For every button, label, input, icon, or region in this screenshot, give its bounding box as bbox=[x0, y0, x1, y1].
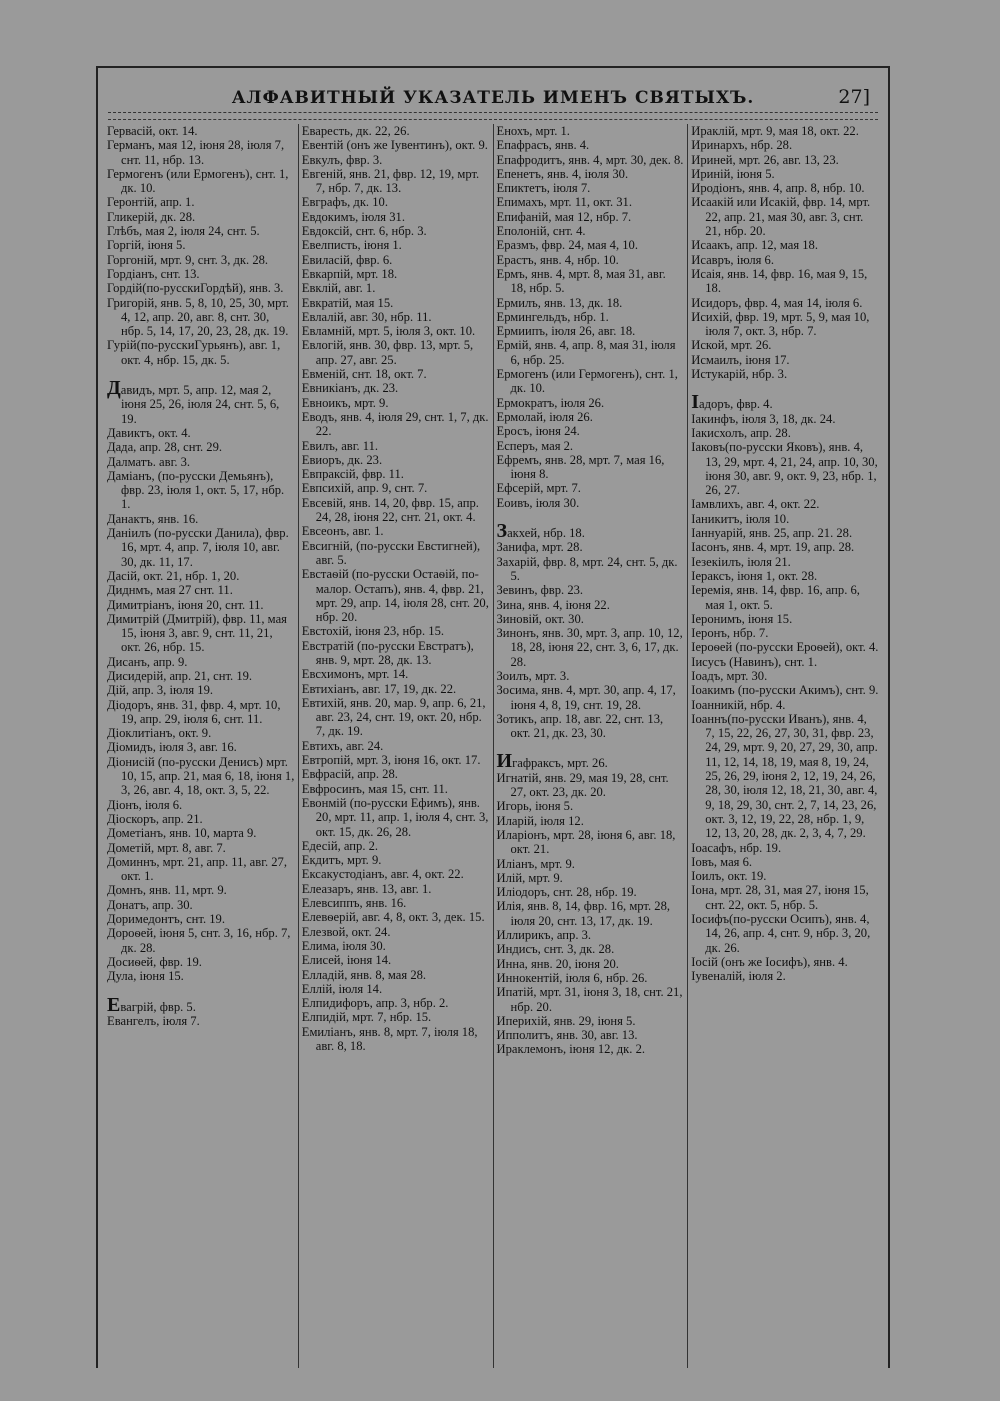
index-entry: Евклій, авг. 1. bbox=[301, 281, 376, 296]
index-entry: Ексакустодіанъ, авг. 4, окт. 22. bbox=[301, 867, 464, 882]
index-entry: Зотикъ, апр. 18, авг. 22, снт. 13, окт. 21, дк. 23, 30. bbox=[496, 711, 664, 741]
index-entry: Иской, мрт. 26. bbox=[691, 338, 772, 353]
index-entry: Евстратій (по-русски Евстратъ), янв. 9, мрт. 28, дк. 13. bbox=[301, 638, 474, 667]
index-entry: Исаія, янв. 14, фвр. 16, мая 9, 15, 18. bbox=[691, 266, 868, 296]
index-entry: Іеронимъ, іюня 15. bbox=[691, 611, 793, 626]
index-entry: Іона, мрт. 28, 31, мая 27, іюня 15, снт. 22, окт. 5, нбр. 5. bbox=[691, 883, 869, 912]
index-entry: Евфрасій, апр. 28. bbox=[301, 767, 398, 782]
index-entry: Еводъ, янв. 4, іюля 29, снт. 1, 7, дк. 22. bbox=[301, 409, 489, 439]
index-entry: Іисусъ (Навинъ), снт. 1. bbox=[691, 654, 818, 669]
index-entry: Евпсихій, апр. 9, снт. 7. bbox=[301, 481, 428, 496]
index-entry: Елевсиппъ, янв. 16. bbox=[301, 896, 407, 911]
index-entry: Іаковъ(по-русски Яковъ), янв. 4, 13, 29, мрт. 4, 21, 24, апр. 10, 30, іюня 30, авг. 9, окт. 9, 23, нбр. 1, 26, 27. bbox=[691, 440, 878, 498]
index-entry: Исихій, фвр. 19, мрт. 5, 9, мая 10, іюля 7, окт. 3, нбр. 7. bbox=[691, 309, 870, 339]
index-entry: Іоаннъ(по-русски Иванъ), янв. 4, 7, 15, 22, 26, 27, 30, 31, фвр. 23, 24, 29, мрт. 9, 20, 27, 29, 30, апр. 11, 12, 14, 18, 19, мая 8, 19, 24, 25, 26, 29, іюня 2, 12, 19, 24, 26, 28, 30, іюля 12, 18, 21, 30, авг. 4, 9, 18, 29, 30, снт. 2, 7, 14, 23, 26, окт. 3, 12, 19, 22, 28, нбр. 1, 9, 12, 13, 20, 28, дк. 2, 3, 4, 7, 29. bbox=[691, 711, 878, 841]
index-entry: Іезекіилъ, іюля 21. bbox=[691, 554, 791, 569]
index-entry: Гликерій, дк. 28. bbox=[107, 209, 196, 224]
index-entry: Зина, янв. 4, іюня 22. bbox=[496, 597, 610, 612]
index-entry: Діонисій (по-русски Денисъ) мрт. 10, 15, апр. 21, мая 6, 18, іюня 1, 3, 26, авг. 4, 18, окт. 3, 5, 22. bbox=[107, 754, 295, 798]
index-entry: Дисидерій, апр. 21, снт. 19. bbox=[107, 668, 253, 683]
index-entry: Гурій(по-русскиГурьянъ), авг. 1, окт. 4, нбр. 15, дк. 5. bbox=[107, 338, 281, 367]
index-entry: Даміанъ, (по-русски Демьянъ), фвр. 23, іюля 1, окт. 5, 17, нбр. 1. bbox=[107, 468, 285, 512]
index-entry: Іеронъ, нбр. 7. bbox=[691, 626, 769, 641]
index-entry: Игнатій, янв. 29, мая 19, 28, снт. 27, окт. 23, дк. 20. bbox=[496, 770, 669, 800]
index-entry: Горгоній, мрт. 9, снт. 3, дк. 28. bbox=[107, 252, 269, 267]
index-entry: Евграфъ, дк. 10. bbox=[301, 195, 388, 210]
index-entry: Дометіанъ, янв. 10, марта 9. bbox=[107, 826, 257, 841]
index-entry: Іераксъ, іюня 1, окт. 28. bbox=[691, 568, 818, 583]
index-entry: Евлогій, янв. 30, фвр. 13, мрт. 5, апр. 27, авг. 25. bbox=[301, 338, 474, 367]
index-entry: Димитріанъ, іюня 20, снт. 11. bbox=[107, 597, 264, 612]
index-entry: Евникіанъ, дк. 23. bbox=[301, 381, 399, 396]
index-entry: Едесій, апр. 2. bbox=[301, 838, 379, 853]
index-entry: Діомидъ, іюля 3, авг. 16. bbox=[107, 740, 237, 755]
index-entry: Евиоръ, дк. 23. bbox=[301, 452, 383, 467]
index-entry: Исаакъ, апр. 12, мая 18. bbox=[691, 238, 818, 253]
index-entry: Евкулъ, фвр. 3. bbox=[301, 152, 383, 167]
index-entry: Ермъ, янв. 4, мрт. 8, мая 31, авг. 18, нбр. 5. bbox=[496, 266, 666, 296]
index-entry: Евдокимъ, іюля 31. bbox=[301, 209, 405, 224]
index-entry: Иліанъ, мрт. 9. bbox=[496, 856, 575, 871]
index-entry: Исаакій или Исакій, фвр. 14, мрт. 22, апр. 21, мая 30, авг. 3, снт. 21, нбр. 20. bbox=[691, 195, 871, 239]
index-entry: Еллій, іюля 14. bbox=[301, 981, 383, 996]
index-entry: Евноикъ, мрт. 9. bbox=[301, 395, 389, 410]
index-columns bbox=[104, 124, 882, 1368]
index-entry: Ермингельдъ, нбр. 1. bbox=[496, 309, 609, 324]
index-entry: Исмаилъ, іюня 17. bbox=[691, 352, 790, 367]
index-entry: Иннокентій, іюля 6, нбр. 26. bbox=[496, 970, 648, 985]
index-entry: Ираклій, мрт. 9, мая 18, окт. 22. bbox=[691, 124, 859, 138]
index-entry: Іоилъ, окт. 19. bbox=[691, 869, 767, 884]
index-entry: Гордіанъ, снт. 13. bbox=[107, 266, 200, 281]
index-entry: Іувеналій, іюля 2. bbox=[691, 969, 786, 984]
index-entry: Доримедонтъ, снт. 19. bbox=[107, 912, 225, 927]
index-entry: Евменій, снт. 18, окт. 7. bbox=[301, 367, 427, 382]
index-entry: Евтихіанъ, авг. 17, 19, дк. 22. bbox=[301, 681, 457, 696]
index-entry: Ермиипъ, іюля 26, авг. 18. bbox=[496, 324, 636, 339]
index-entry: Еполоній, снт. 4. bbox=[496, 224, 586, 239]
index-entry: Евентій (онъ же Іувентинъ), окт. 9. bbox=[301, 138, 488, 153]
index-entry: Діодоръ, янв. 31, фвр. 4, мрт. 10, 19, апр. 29, іюля 6, снт. 11. bbox=[107, 697, 281, 726]
index-entry: Иринархъ, нбр. 28. bbox=[691, 138, 793, 153]
index-entry: Евтропій, мрт. 3, іюня 16, окт. 17. bbox=[301, 753, 481, 768]
index-entry: Ипатій, мрт. 31, іюня 3, 18, снт. 21, нбр. 20. bbox=[496, 985, 683, 1014]
index-entry: Евсигній, (по-русски Евстигней), авг. 5. bbox=[301, 538, 481, 567]
index-entry: Епафродитъ, янв. 4, мрт. 30, дек. 8. bbox=[496, 152, 684, 167]
index-entry: Евдоксій, снт. 6, нбр. 3. bbox=[301, 224, 427, 239]
index-entry: Зевинъ, фвр. 23. bbox=[496, 583, 584, 598]
index-entry: Іоанникій, нбр. 4. bbox=[691, 697, 786, 712]
index-entry: Иперихій, янв. 29, іюня 5. bbox=[496, 1013, 636, 1028]
index-entry: Елима, іюля 30. bbox=[301, 938, 386, 953]
index-entry: Епенетъ, янв. 4, іюля 30. bbox=[496, 166, 629, 181]
index-entry: Елладій, янв. 8, мая 28. bbox=[301, 967, 427, 982]
index-entry: Григорій, янв. 5, 8, 10, 25, 30, мрт. 4, 12, апр. 20, авг. 8, снт. 30, нбр. 5, 14, 17, 20, 23, 28, дк. 19. bbox=[107, 295, 289, 339]
index-entry: Евилъ, авг. 11. bbox=[301, 438, 379, 453]
index-entry: Епиктетъ, іюля 7. bbox=[496, 181, 591, 196]
index-entry: Дій, апр. 3, іюля 19. bbox=[107, 683, 214, 698]
index-entry: Евелписть, іюня 1. bbox=[301, 238, 402, 253]
index-entry: Гордій(по-русскиГордѣй), янв. 3. bbox=[107, 281, 284, 296]
index-entry: Илій, мрт. 9. bbox=[496, 870, 563, 885]
index-entry: Досиѳей, фвр. 19. bbox=[107, 954, 202, 969]
index-entry: Ириній, іюня 5. bbox=[691, 166, 775, 181]
index-entry: Дасій, окт. 21, нбр. 1, 20. bbox=[107, 568, 240, 583]
index-entry: Игорь, іюня 5. bbox=[496, 799, 574, 814]
index-entry: Зосима, янв. 4, мрт. 30, апр. 4, 17, іюня 4, 8, 19, снт. 19, 28. bbox=[496, 683, 676, 712]
index-entry: Еросъ, іюня 24. bbox=[496, 424, 580, 439]
index-entry: Елисей, іюня 14. bbox=[301, 953, 392, 968]
index-entry: Ермократъ, іюля 26. bbox=[496, 395, 605, 410]
index-entry: Ермолай, іюля 26. bbox=[496, 409, 593, 424]
index-entry: Евстохій, іюня 23, нбр. 15. bbox=[301, 624, 445, 639]
index-entry: Гервасій, окт. 14. bbox=[107, 124, 198, 138]
index-entry: Данактъ, янв. 16. bbox=[107, 511, 199, 526]
index-entry: Ефсерій, мрт. 7. bbox=[496, 481, 581, 496]
index-entry: Евкратій, мая 15. bbox=[301, 295, 394, 310]
index-entry: Іосифъ(по-русски Осипъ), янв. 4, 14, 26, апр. 4, снт. 9, нбр. 3, 20, дк. 26. bbox=[691, 912, 871, 955]
column-2 bbox=[299, 124, 494, 1368]
index-entry: Іовъ, мая 6. bbox=[691, 854, 753, 869]
index-entry: Евиласій, фвр. 6. bbox=[301, 252, 393, 267]
index-entry: Исидоръ, фвр. 4, мая 14, іюля 6. bbox=[691, 295, 863, 310]
index-entry: Евангелъ, іюля 7. bbox=[107, 1013, 200, 1028]
index-entry: Діонъ, іюля 6. bbox=[107, 797, 183, 812]
index-entry: Дороѳей, іюня 5, снт. 3, 16, нбр. 7, дк. 28. bbox=[107, 926, 291, 955]
index-entry: Евфросинъ, мая 15, снт. 11. bbox=[301, 781, 448, 796]
index-entry: Евгеній, янв. 21, фвр. 12, 19, мрт. 7, нбр. 7, дк. 13. bbox=[301, 166, 480, 196]
index-entry: Іоасафъ, нбр. 19. bbox=[691, 840, 782, 855]
index-entry: Доминнъ, мрт. 21, апр. 11, авг. 27, окт. 1. bbox=[107, 854, 287, 884]
index-entry: Іоадъ, мрт. 30. bbox=[691, 668, 768, 683]
index-entry: Диднмъ, мая 27 снт. 11. bbox=[107, 583, 233, 598]
index-entry: Дада, апр. 28, снт. 29. bbox=[107, 440, 223, 455]
index-entry: Евкарпій, мрт. 18. bbox=[301, 266, 398, 281]
index-entry: Іаникитъ, іюля 10. bbox=[691, 511, 790, 526]
index-entry: Емиліанъ, янв. 8, мрт. 7, іюля 18, авг. 8, 18. bbox=[301, 1024, 478, 1053]
index-entry: Зоилъ, мрт. 3. bbox=[496, 668, 570, 683]
index-entry: Ерастъ, янв. 4, нбр. 10. bbox=[496, 252, 619, 267]
index-entry: Ефремъ, янв. 28, мрт. 7, мая 16, іюня 8. bbox=[496, 452, 665, 482]
index-entry: Евсеонъ, авг. 1. bbox=[301, 524, 384, 539]
index-entry: Іеремія, янв. 14, фвр. 16, апр. 6, мая 1, окт. 5. bbox=[691, 583, 860, 612]
index-entry: Домнъ, янв. 11, мрт. 9. bbox=[107, 883, 227, 898]
index-entry: Индисъ, снт. 3, дк. 28. bbox=[496, 942, 615, 957]
index-entry: Епимахъ, мрт. 11, окт. 31. bbox=[496, 195, 632, 210]
index-entry: Ипполитъ, янв. 30, авг. 13. bbox=[496, 1028, 638, 1043]
index-entry: Дисанъ, апр. 9. bbox=[107, 654, 188, 669]
index-entry: Закхей, нбр. 18. bbox=[496, 520, 585, 543]
index-entry: Исавръ, іюля 6. bbox=[691, 252, 774, 267]
index-entry: Іакисхолъ, апр. 28. bbox=[691, 425, 791, 440]
column-1 bbox=[104, 124, 299, 1368]
index-entry: Елпидифоръ, апр. 3, нбр. 2. bbox=[301, 996, 449, 1011]
index-entry: Илія, янв. 8, 14, фвр. 16, мрт. 28, іюля 20, снт. 13, 17, дк. 19. bbox=[496, 899, 671, 928]
index-entry: Глѣбъ, мая 2, іюля 24, снт. 5. bbox=[107, 224, 260, 239]
index-entry: Елевѳерій, авг. 4, 8, окт. 3, дек. 15. bbox=[301, 910, 485, 925]
index-entry: Инна, янв. 20, іюня 20. bbox=[496, 956, 619, 971]
index-entry: Евсхимонъ, мрт. 14. bbox=[301, 667, 409, 682]
index-entry: Ираклемонъ, іюня 12, дк. 2. bbox=[496, 1042, 646, 1057]
page-number: 27] bbox=[838, 86, 870, 108]
index-entry: Даніилъ (по-русски Данила), фвр. 16, мрт. 4, апр. 7, іюля 10, авг. 30, дк. 11, 17. bbox=[107, 526, 289, 569]
index-entry: Занифа, мрт. 28. bbox=[496, 540, 583, 555]
index-entry: Еваресть, дк. 22, 26. bbox=[301, 124, 410, 138]
index-entry: Донатъ, апр. 30. bbox=[107, 897, 193, 912]
index-entry: Ермій, янв. 4, апр. 8, мая 31, іюля 6, нбр. 25. bbox=[496, 338, 676, 367]
index-entry: Давидъ, мрт. 5, апр. 12, мая 2, іюня 25, 26, іюля 24, снт. 5, 6, 19. bbox=[107, 377, 280, 426]
index-entry: Иларіонъ, мрт. 28, іюня 6, авг. 18, окт. 21. bbox=[496, 827, 676, 857]
index-entry: Германъ, мая 12, іюня 28, іюля 7, снт. 11, нбр. 13. bbox=[107, 138, 285, 167]
index-entry: Евлалій, авг. 30, нбр. 11. bbox=[301, 309, 432, 324]
column-4 bbox=[688, 124, 882, 1368]
index-entry: Епифаній, мая 12, нбр. 7. bbox=[496, 209, 632, 224]
index-entry: Геронтій, апр. 1. bbox=[107, 195, 195, 210]
index-entry: Іоакимъ (по-русски Акимъ), снт. 9. bbox=[691, 683, 879, 698]
index-entry: Горгій, іюня 5. bbox=[107, 238, 186, 253]
index-entry: Дула, іюня 15. bbox=[107, 969, 184, 984]
index-entry: Іадоръ, фвр. 4. bbox=[691, 391, 773, 414]
index-entry: Діоскоръ, апр. 21. bbox=[107, 811, 203, 826]
index-entry: Иларій, іюля 12. bbox=[496, 813, 584, 828]
index-entry: Зиновій, окт. 30. bbox=[496, 611, 584, 626]
index-entry: Есперъ, мая 2. bbox=[496, 438, 574, 453]
index-entry: Иродіонъ, янв. 4, апр. 8, нбр. 10. bbox=[691, 181, 865, 196]
index-entry: Іакинфъ, іюля 3, 18, дк. 24. bbox=[691, 411, 836, 426]
index-entry: Гермогенъ (или Ермогенъ), снт. 1, дк. 10. bbox=[107, 166, 289, 196]
ornamental-rule bbox=[108, 112, 878, 120]
index-entry: Ириней, мрт. 26, авг. 13, 23. bbox=[691, 152, 839, 167]
page-header bbox=[98, 84, 888, 114]
index-entry: Евтихъ, авг. 24. bbox=[301, 738, 384, 753]
index-entry: Еразмъ, фвр. 24, мая 4, 10. bbox=[496, 238, 638, 253]
index-entry: Іосій (онъ же Іосифъ), янв. 4. bbox=[691, 954, 848, 969]
column-3 bbox=[494, 124, 689, 1368]
index-entry: Епафрасъ, янв. 4. bbox=[496, 138, 590, 153]
index-entry: Далматъ. авг. 3. bbox=[107, 454, 191, 469]
index-entry: Енохъ, мрт. 1. bbox=[496, 124, 570, 138]
index-entry: Евтихій, янв. 20, мар. 9, апр. 6, 21, авг. 23, 24, снт. 19, окт. 20, нбр. 7, дк. 19. bbox=[301, 695, 486, 739]
index-entry: Елпидій, мрт. 7, нбр. 15. bbox=[301, 1010, 432, 1025]
index-entry: Иллирикъ, апр. 3. bbox=[496, 928, 592, 943]
index-entry: Іасонъ, янв. 4, мрт. 19, апр. 28. bbox=[691, 540, 855, 555]
index-entry: Еоивъ, іюля 30. bbox=[496, 495, 580, 510]
index-entry: Евстаѳій (по-русски Остаѳій, по-малор. Остапъ), янв. 4, фвр. 21, мрт. 29, апр. 14, іюля 28, снт. 20, нбр. 20. bbox=[301, 567, 489, 625]
index-entry: Елезвой, окт. 24. bbox=[301, 924, 391, 939]
index-entry: Истукарій, нбр. 3. bbox=[691, 367, 788, 382]
index-entry: Евонмій (по-русски Ефимъ), янв. 20, мрт. 11, апр. 1, іюля 4, снт. 3, окт. 15, дк. 26, 28. bbox=[301, 795, 489, 839]
index-entry: Дометій, мрт. 8, авг. 7. bbox=[107, 840, 226, 855]
index-entry: Ермилъ, янв. 13, дк. 18. bbox=[496, 295, 623, 310]
index-entry: Іероѳей (по-русски Ероѳей), окт. 4. bbox=[691, 640, 879, 655]
index-entry: Евсевій, янв. 14, 20, фвр. 15, апр. 24, 28, іюня 22, снт. 21, окт. 4. bbox=[301, 495, 479, 525]
index-entry: Екдитъ, мрт. 9. bbox=[301, 853, 382, 868]
index-entry: Давиктъ, окт. 4. bbox=[107, 425, 191, 440]
index-entry: Евпраксій, фвр. 11. bbox=[301, 467, 404, 482]
page bbox=[96, 66, 890, 1368]
page-title: АЛФАВИТНЫЙ УКАЗАТЕЛЬ ИМЕНЪ СВЯТЫХЪ. bbox=[231, 88, 755, 108]
index-entry: Захарій, фвр. 8, мрт. 24, снт. 5, дк. 5. bbox=[496, 554, 678, 583]
index-entry: Игафраксъ, мрт. 26. bbox=[496, 750, 608, 773]
index-entry: Димитрій (Дмитрій), фвр. 11, мая 15, іюня 3, авг. 9, снт. 11, 21, окт. 26, нбр. 15. bbox=[107, 611, 287, 655]
index-entry: Іаннуарій, янв. 25, апр. 21. 28. bbox=[691, 526, 853, 541]
index-entry: Евагрій, фвр. 5. bbox=[107, 993, 196, 1016]
index-entry: Елеазаръ, янв. 13, авг. 1. bbox=[301, 881, 432, 896]
index-entry: Зинонъ, янв. 30, мрт. 3, апр. 10, 12, 18, 28, іюня 22, снт. 3, 6, 17, дк. 28. bbox=[496, 626, 683, 669]
index-entry: Іамвлихъ, авг. 4, окт. 22. bbox=[691, 497, 820, 512]
index-entry: Иліодоръ, снт. 28, нбр. 19. bbox=[496, 885, 637, 900]
index-entry: Діоклитіанъ, окт. 9. bbox=[107, 726, 212, 741]
index-entry: Ермогенъ (или Гермогенъ), снт. 1, дк. 10. bbox=[496, 367, 678, 396]
index-entry: Евламній, мрт. 5, іюля 3, окт. 10. bbox=[301, 324, 476, 339]
